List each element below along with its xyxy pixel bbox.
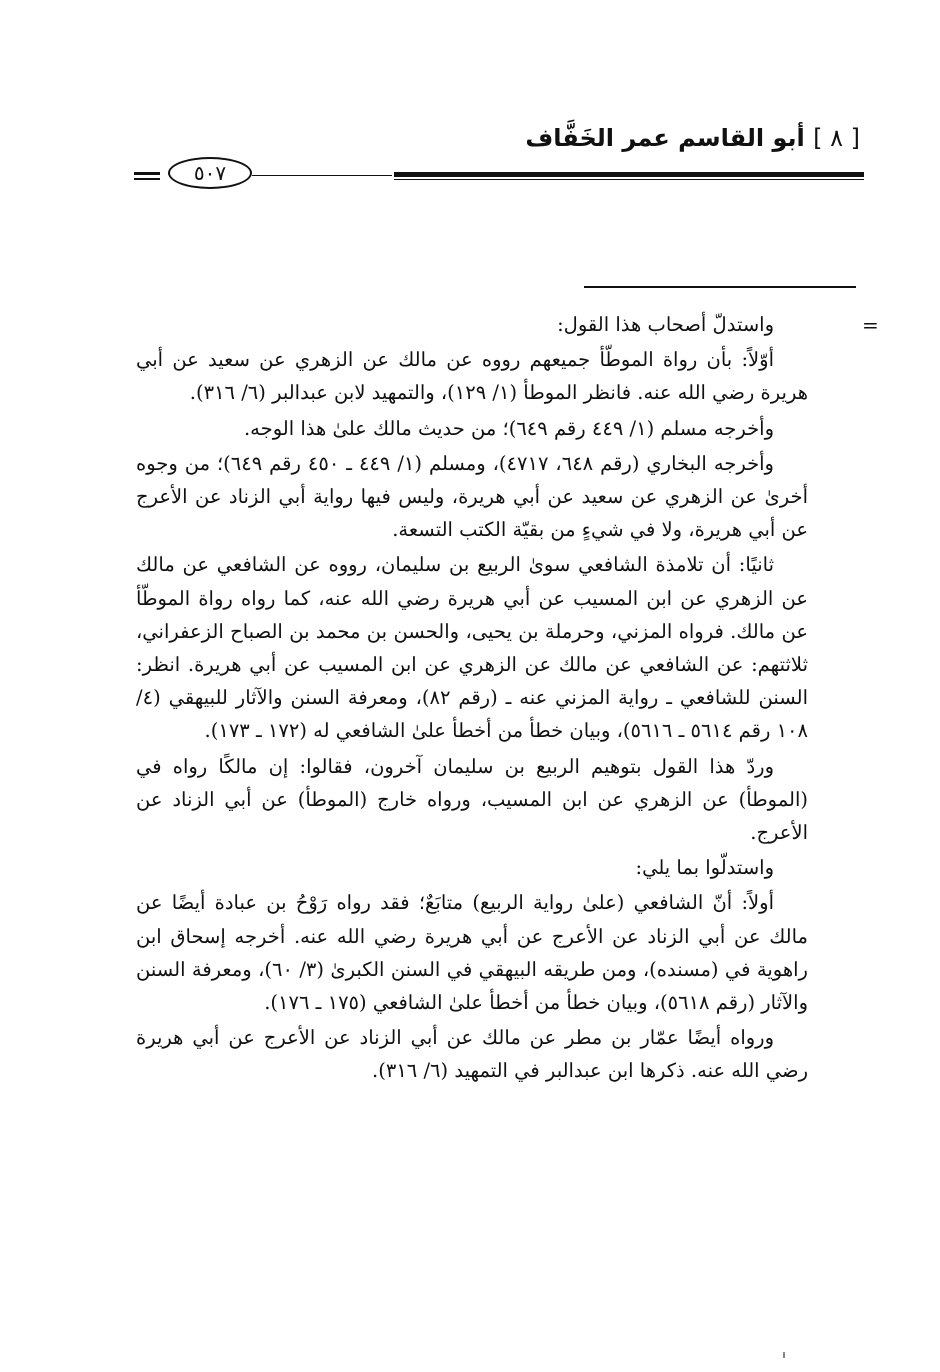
header-rule: [134, 150, 864, 194]
paragraph: أولاً: أنّ الشافعي (علىٰ رواية الربيع) متابَعٌ؛ فقد رواه رَوْحُ بن عبادة أيضًا عن مالك عن أبي الزناد عن الأعرج عن أبي هريرة رضي الله عنه. أخرجه إسحاق ابن راهوية في (مسنده)، ومن طريقه البيهقي في السنن الكبرىٰ (٣/ ٦٠)، ومعرفة السنن والآثار (رقم ٥٦١٨)، وبيان خطأ من أخطأ علىٰ الشافعي (١٧٥ ـ ١٧٦).: [136, 891, 808, 1015]
paragraph: واستدلّوا بما يلي:: [635, 856, 774, 880]
rule-thick-line: [394, 172, 864, 177]
rule-left-stub-bottom: [134, 178, 160, 180]
paragraph: أوّلاً: بأن رواة الموطّأ جميعهم رووه عن مالك عن الزهري عن سعيد عن أبي هريرة رضي الله عنه. فانظر الموطأ (١/ ١٢٩)، والتمهيد لابن عبدالبر (٦/ ٣١٦).: [136, 348, 808, 405]
paragraph: ورواه أيضًا عمّار بن مطر عن مالك عن أبي الزناد عن الأعرج عن أبي هريرة رضي الله عنه. ذكرها ابن عبدالبر في التمهيد (٦/ ٣١٦).: [136, 1026, 808, 1083]
rule-left-stub-top: [134, 172, 160, 175]
paragraph: وردّ هذا القول بتوهيم الربيع بن سليمان آخرون، فقالوا: إن مالكًا رواه في (الموطأ) عن الزهري عن ابن المسيب، ورواه خارج (الموطأ) عن أبي الزناد عن الأعرج.: [136, 754, 808, 845]
footnote-separator: [584, 286, 856, 288]
scan-mark: [783, 1352, 785, 1358]
author-title: أبو القاسم عمر الخَفَّاف: [525, 124, 805, 152]
rule-thin-segment: [252, 175, 392, 176]
paragraph: وأخرجه مسلم (١/ ٤٤٩ رقم ٦٤٩)؛ من حديث مالك علىٰ هذا الوجه.: [243, 416, 774, 440]
section-number: [ ٨ ]: [813, 124, 860, 152]
continuation-mark: =: [862, 313, 879, 337]
page-number: ٥٠٧: [168, 157, 252, 189]
paragraph: واستدلّ أصحاب هذا القول:: [557, 313, 774, 336]
paragraph: وأخرجه البخاري (رقم ٦٤٨، ٤٧١٧)، ومسلم (١/ ٤٤٩ ـ ٤٥٠ رقم ٦٤٩)؛ من وجوه أخرىٰ عن الزهري عن سعيد عن أبي هريرة، وليس فيها رواية أبي الزناد عن الأعرج عن أبي هريرة، ولا في شيءٍ من بقيّة الكتب التسعة.: [136, 451, 808, 542]
footnote-body: [136, 308, 808, 1090]
paragraph: ثانيًا: أن تلامذة الشافعي سوىٰ الربيع بن سليمان، رووه عن الشافعي عن مالك عن الزهري عن ابن المسيب عن أبي هريرة رضي الله عنه، كما رواه رواة الموطّأ عن مالك. فرواه المزني، وحرملة بن يحيى، والحسن بن محمد بن الصباح الزعفراني، ثلاثتهم: عن الشافعي عن مالك عن الزهري عن ابن المسيب عن أبي هريرة. انظر: السنن للشافعي ـ رواية المزني عنه ـ (رقم ٨٢)، ومعرفة السنن والآثار للبيهقي (٤/ ١٠٨ رقم ٥٦١٤ ـ ٥٦١٦)، وبيان خطأ من أخطأ علىٰ الشافعي له (١٧٢ ـ ١٧٣).: [136, 553, 808, 743]
rule-thin-line: [394, 179, 864, 180]
running-title: [525, 124, 860, 152]
